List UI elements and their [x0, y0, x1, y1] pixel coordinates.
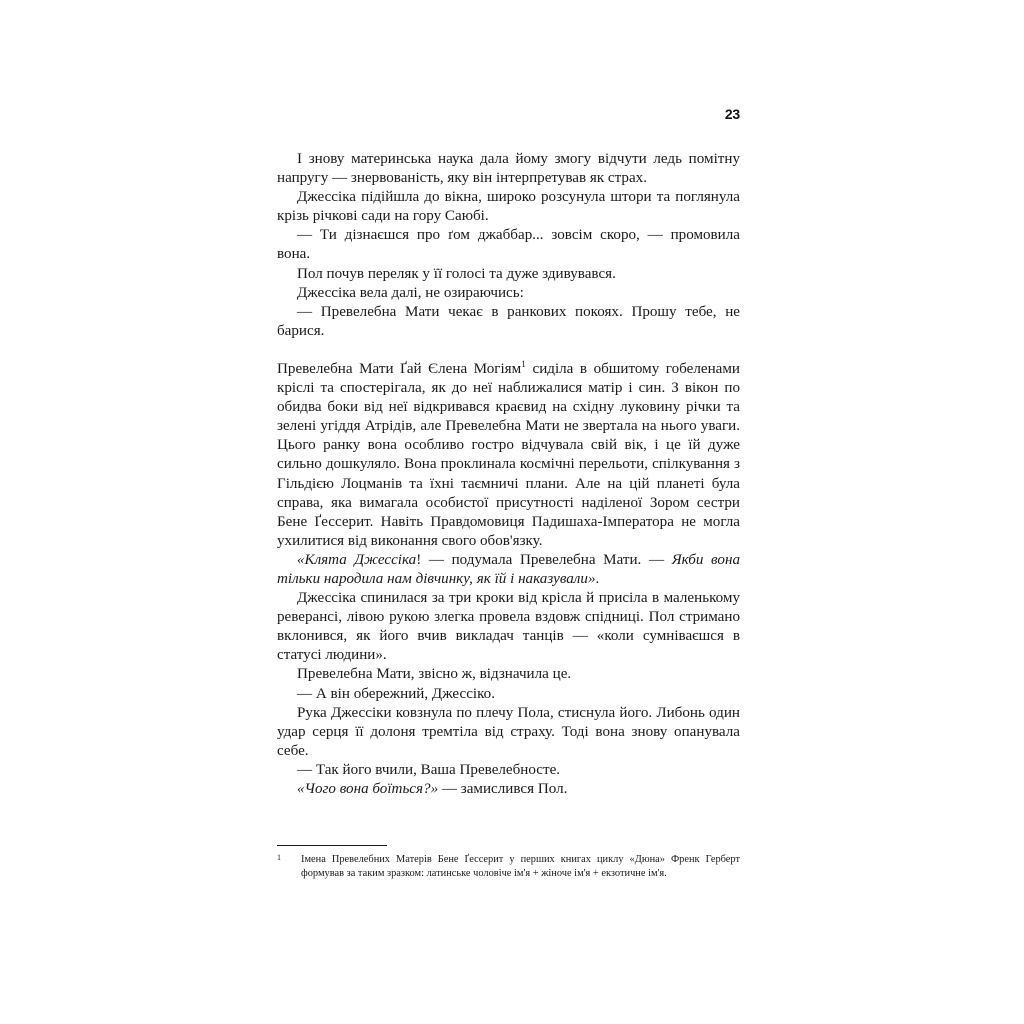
paragraph: Джессіка вела далі, не озираючись:	[297, 284, 524, 301]
main-text-column	[277, 150, 740, 799]
paragraph-inner-thought	[277, 551, 740, 589]
paragraph: Рука Джессіки ковзнула по плечу Пола, стиснула його. Либонь один удар серця її долоня тремтіла від страху. Тоді вона знову опанувала себе.	[277, 704, 740, 759]
paragraph-dialogue: — Так його вчили, Ваша Превелебносте.	[297, 761, 561, 778]
footnote	[277, 853, 740, 881]
section-break	[277, 341, 740, 360]
paragraph-with-footnote-ref	[277, 360, 740, 551]
italic-phrase: «Чого вона боїться?»	[297, 781, 439, 797]
paragraph: Джессіка підійшла до вікна, широко розсунула штори та поглянула крізь річкові сади на гору Саюбі.	[277, 189, 740, 225]
footnote-separator-rule	[277, 845, 387, 846]
paragraph-text: .	[595, 570, 600, 587]
paragraph: Превелебна Мати, звісно ж, відзначила це.	[297, 666, 572, 683]
footnote-number: 1	[277, 853, 281, 862]
paragraph: Джессіка спинилася за три кроки від крісла й присіла в маленькому реверансі, лівою рукою злегка провела вздовж спідниці. Пол стримано вклонився, як його вчив викладач танців — «коли сумніваєшся в статусі людини».	[277, 590, 740, 664]
footnote-area	[277, 845, 740, 881]
paragraph-inner-thought	[277, 780, 740, 799]
page-number: 23	[724, 106, 740, 122]
paragraph: І знову материнська наука дала йому змогу відчути ледь помітну напругу — знервованість, яку він інтерпретував як страх.	[277, 151, 740, 187]
footnote-reference-marker[interactable]: 1	[521, 358, 526, 370]
paragraph-text: — замислився Пол.	[438, 781, 568, 797]
italic-phrase: Якби вона тільки народила нам дівчинку, як їй і наказували»	[277, 551, 740, 587]
paragraph: — Превелебна Мати чекає в ранкових покоях. Прошу тебе, не барися.	[277, 303, 740, 339]
footnote-text: Імена Превелебних Матерів Бене Ґессерит у перших книгах циклу «Дюна» Френк Герберт формував за таким зразком: латинське чоловіче ім'я + жіноче ім'я + екзотичне ім'я.	[301, 854, 740, 880]
paragraph: — Ти дізнаєшся про ґом джаббар... зовсім скоро, — промовила вона.	[277, 227, 740, 263]
italic-phrase: «Клята Джессіка	[297, 551, 417, 568]
paragraph: Пол почув переляк у її голосі та дуже здивувався.	[297, 265, 616, 282]
paragraph-text-after-footnote-ref: сиділа в обшитому гобеленами кріслі та спостерігала, як до неї наближалися матір і син. З вікон по обидва боки від неї відкривався краєвид на східну луковину річки та зелені угіддя Атрідів, але Превелебна Мати не звертала на нього уваги. Цього ранку вона особливо гостро відчувала свій вік, і це їй дуже сильно дошкуляло. Вона проклинала космічні перельоти, спілкування з Гільдією Лоцманів та їхні таємничі плани. Але на цій планеті була справа, яка вимагала особистої присутності наділеної Зором сестри Бене Ґессерит. Навіть Правдомовиця Падишаха-Імператора не могла ухилитися від виконання свого обов'язку.	[277, 360, 740, 549]
paragraph-text-before-footnote-ref: Превелебна Мати Ґай Єлена Могіям	[277, 360, 522, 377]
paragraph-text: ! — подумала Превелебна Мати. —	[416, 551, 672, 568]
paragraph-dialogue: — А він обережний, Джессіко.	[297, 685, 495, 702]
